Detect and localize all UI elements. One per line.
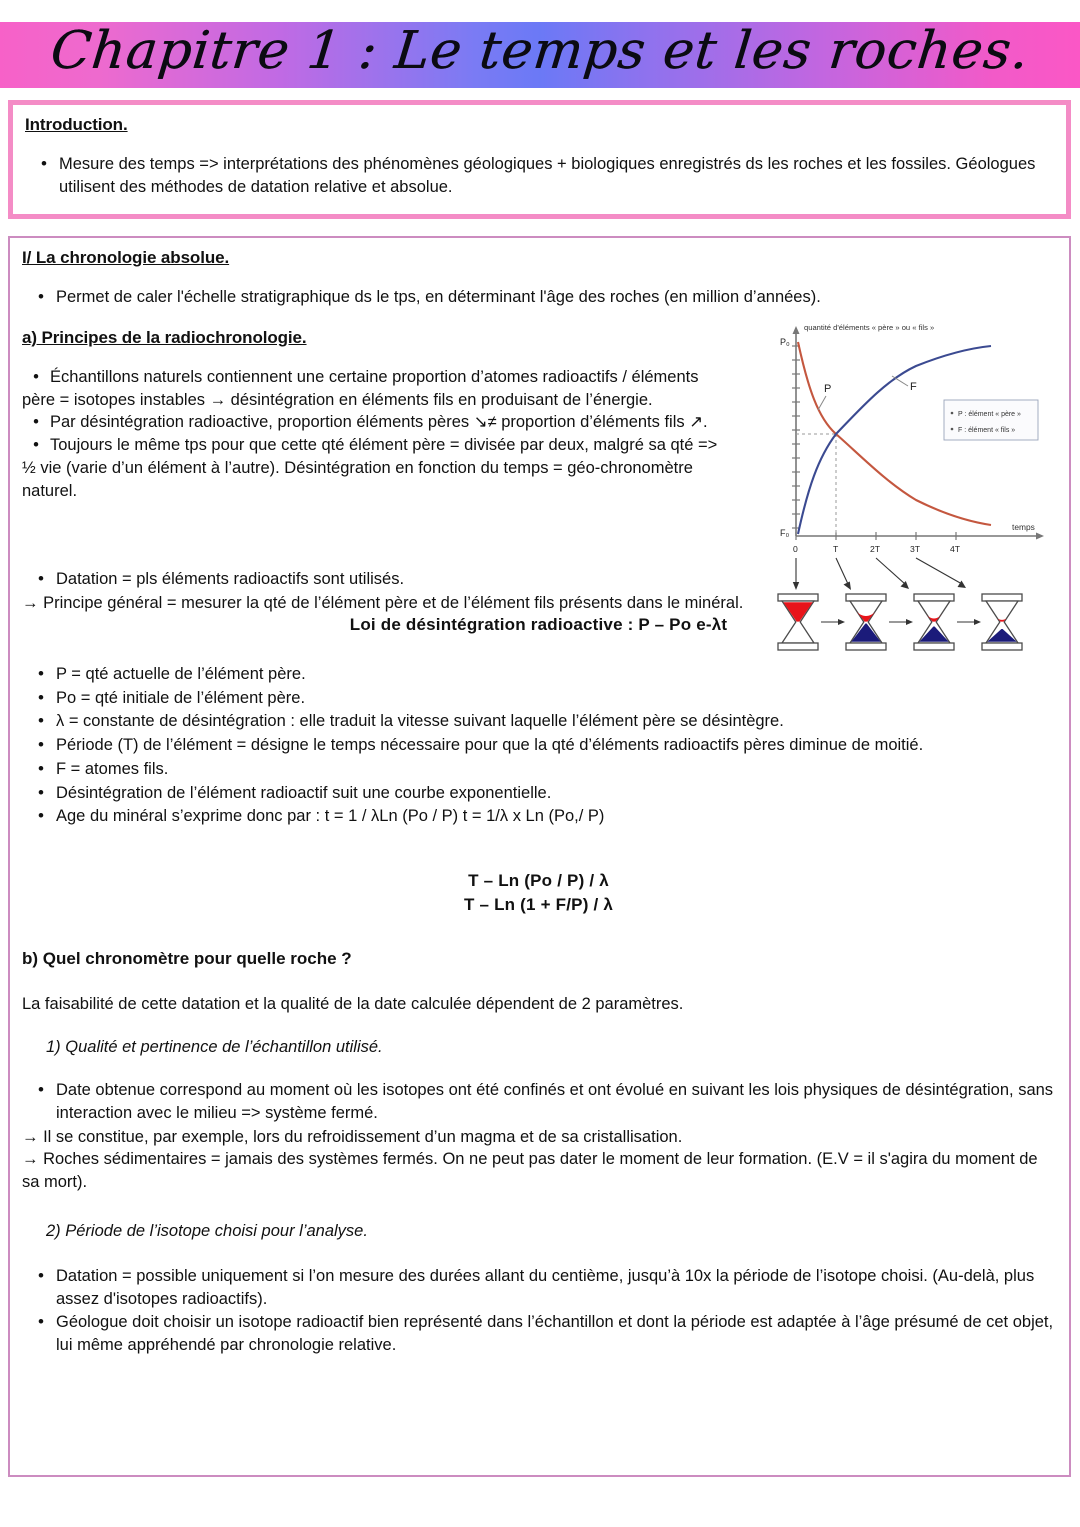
list-item: • Géologue doit choisir un isotope radioactif bien représenté dans l’échantillon et dont la période est adaptée à l’âge présumé de cet objet, lui même appréhendé par chronologie relative.	[56, 1311, 1055, 1357]
y-axis-top-label: P₀	[780, 337, 790, 347]
page-header-banner	[0, 22, 1080, 88]
legend-bullet-daughter-icon	[951, 428, 954, 431]
introduction-heading: Introduction.	[25, 115, 128, 134]
subsection-a-bullets-narrow	[22, 366, 727, 503]
list-item: • Po = qté initiale de l’élément père.	[56, 687, 1055, 710]
radioactive-decay-figure	[766, 318, 1066, 658]
list-item: • P = qté actuelle de l’élément père.	[56, 663, 1055, 686]
part1-arrow-2: → Roches sédimentaires = jamais des systèmes fermés. On ne peut pas dater le moment de leur formation. (E.V = il s'agira du moment de sa mort).	[22, 1150, 1038, 1192]
list-item-text: Par désintégration radioactive, proportion éléments pères ↘≠ proportion d’éléments fils ↗.	[50, 413, 708, 432]
bullet-glyph: •	[33, 413, 39, 432]
introduction-box	[8, 100, 1071, 219]
hourglass-icon-3	[914, 594, 954, 650]
list-item: • Datation = pls éléments radioactifs sont utilisés.	[56, 568, 1055, 591]
x-axis-caption: temps	[1012, 522, 1035, 532]
list-item-text: Toujours le même tps pour que cette qté élément père = divisée par deux, malgré sa qté => ½ vie (varie d’un élément à l’autre). Désintégration en fonction du temps = géo-chronomètre naturel.	[22, 436, 718, 500]
part2-bullet-list	[22, 1265, 1055, 1357]
list-item: • Période (T) de l’élément = désigne le temps nécessaire pour que la qté d’éléments radioactifs pères diminue de moitié.	[56, 734, 1055, 757]
hourglass-transition-arrows	[821, 619, 981, 625]
section1-lead-bullet-list	[22, 286, 1055, 309]
loi-desintegration-title: Loi de désintégration radioactive : P – Po e-λt	[349, 614, 728, 634]
list-item: • Datation = possible uniquement si l’on mesure des durées allant du centième, jusqu’à 10x la période de l’isotope choisi. (Au-delà, plus assez d'isotopes radioactifs).	[56, 1265, 1055, 1311]
legend-bullet-parent-icon	[951, 412, 954, 415]
part1-arrow-1: → Il se constitue, par exemple, lors du refroidissement d’un magma et de sa cristallisation.	[22, 1127, 683, 1146]
hourglass-icon-1	[778, 594, 818, 650]
x-axis-arrowhead	[1036, 533, 1044, 540]
bullet-glyph: •	[33, 436, 39, 455]
section1-heading: I/ La chronologie absolue.	[22, 248, 230, 267]
x-tick-label-2: 2T	[870, 544, 881, 554]
x-tick-label-1: T	[833, 544, 839, 554]
page-title: Chapitre 1 : Le temps et les roches.	[47, 21, 1033, 81]
part2-title: 2) Période de l’isotope choisi pour l’analyse.	[46, 1221, 368, 1240]
list-item: • Désintégration de l’élément radioactif suit une courbe exponentielle.	[56, 782, 1055, 805]
list-item: • Permet de caler l'échelle stratigraphique ds le tps, en déterminant l'âge des roches (en million d’années).	[56, 286, 1055, 309]
parent-label-leader	[818, 396, 826, 410]
daughter-label-leader	[892, 376, 908, 386]
list-item	[22, 411, 727, 434]
list-item	[22, 434, 727, 502]
y-axis-bottom-label: F₀	[780, 528, 790, 538]
bullet-glyph: •	[33, 367, 39, 386]
list-item	[22, 366, 727, 412]
hourglass-icon-2	[846, 594, 886, 650]
daughter-curve-label: F	[910, 381, 917, 393]
subsection-a-heading: a) Principes de la radiochronologie.	[22, 327, 307, 347]
definitions-list	[22, 663, 1055, 828]
list-item: • λ = constante de désintégration : elle traduit la vitesse suivant laquelle l’élément père se désintègre.	[56, 710, 1055, 733]
subsection-b-intro-line: La faisabilité de cette datation et la qualité de la date calculée dépendent de 2 paramètres.	[22, 995, 684, 1014]
part1-title: 1) Qualité et pertinence de l’échantillon utilisé.	[46, 1038, 383, 1057]
formula-line-2: T – Ln (1 + F/P) / λ	[464, 895, 613, 915]
parent-curve-label: P	[824, 383, 832, 395]
introduction-bullet-list	[25, 153, 1052, 199]
hourglass-icon-4	[982, 594, 1022, 650]
list-item: • Date obtenue correspond au moment où les isotopes ont été confinés et ont évolué en suivant les lois physiques de désintégration, sans interaction avec le milieu => système fermé.	[56, 1079, 1055, 1125]
list-item: • Mesure des temps => interprétations des phénomènes géologiques + biologiques enregistrés ds les roches et les fossiles. Géologues utilisent des méthodes de datation relative et absolue.	[59, 153, 1052, 199]
x-tick-label-4: 4T	[950, 544, 961, 554]
legend-entry-daughter: F : élément « fils »	[958, 427, 1016, 434]
legend-entry-parent: P : élément « père »	[958, 411, 1021, 418]
formula-line-1: T – Ln (Po / P) / λ	[468, 871, 609, 891]
legend-box	[944, 400, 1038, 440]
list-item-text: Échantillons naturels contiennent une certaine proportion d’atomes radioactifs / éléments père = isotopes instables → désintégration en éléments fils en produisant de l’énergie.	[22, 367, 699, 409]
x-tick-label-0: 0	[793, 544, 798, 554]
list-item: • Age du minéral s’exprime donc par : t = 1 / λLn (Po / P) t = 1/λ x Ln (Po,/ P)	[56, 805, 1055, 828]
list-item: • F = atomes fils.	[56, 758, 1055, 781]
y-axis-arrowhead	[793, 326, 800, 334]
x-tick-label-3: 3T	[910, 544, 921, 554]
subsection-b-heading: b) Quel chronomètre pour quelle roche ?	[22, 949, 352, 969]
hourglass-connector-arrows	[793, 558, 966, 590]
decay-graph-svg	[766, 318, 1066, 658]
y-axis-caption: quantité d'éléments « père » ou « fils »	[804, 323, 935, 332]
part1-bullet-list	[22, 1079, 1055, 1125]
principe-general-line: → Principe général = mesurer la qté de l’élément père et de l’élément fils présents dans le minéral.	[22, 594, 744, 613]
